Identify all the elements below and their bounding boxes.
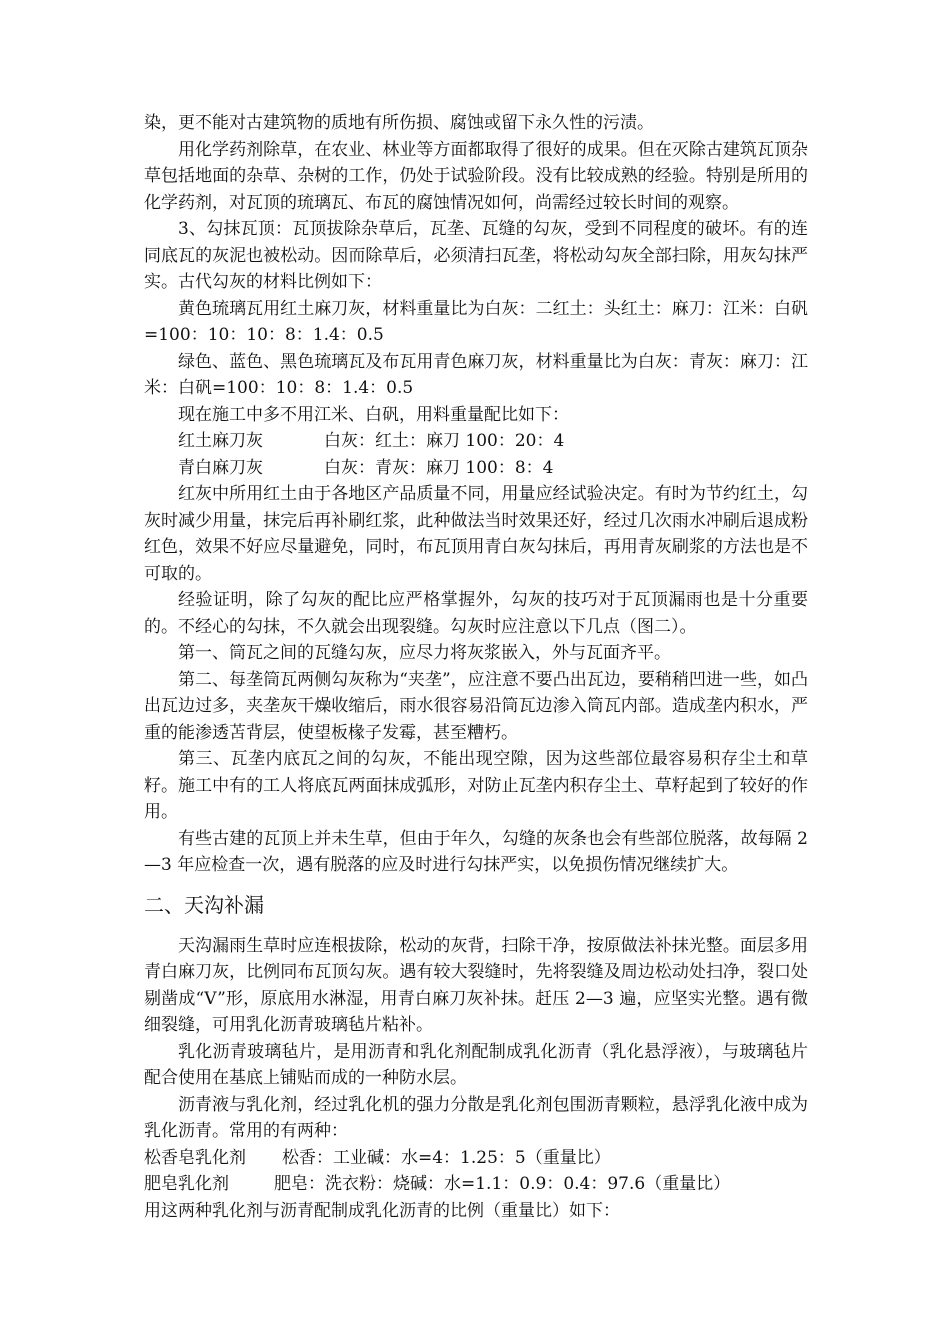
mix-row: [144, 428, 808, 455]
emulsifier-name: 松香皂乳化剂: [144, 1147, 246, 1168]
paragraph: 3、勾抹瓦顶：瓦顶拔除杂草后，瓦垄、瓦缝的勾灰，受到不同程度的破坏。有的连同底瓦的灰泥也被松动。因而除草后，必须清扫瓦垄，将松动勾灰全部扫除，用灰勾抹严实。古代勾灰的材料比例如下：: [144, 219, 808, 292]
emulsifier-row: [144, 1171, 808, 1198]
paragraph: 天沟漏雨生草时应连根拔除，松动的灰背，扫除干净，按原做法补抹光整。面层多用青白麻刀灰，比例同布瓦顶勾灰。遇有较大裂缝时，先将裂缝及周边松动处扫净，裂口处剔凿成“V”形，原底用水淋湿，用青白麻刀灰补抹。赶压 2—3 遍，应坚实光整。遇有微细裂缝，可用乳化沥青玻璃毡片粘补。: [144, 935, 808, 1035]
mix-name: 红土麻刀灰: [178, 431, 263, 451]
emulsifier-name: 肥皂乳化剂: [144, 1174, 229, 1194]
paragraph: 用化学药剂除草，在农业、林业等方面都取得了很好的成果。但在灭除古建筑瓦顶杂草包括地面的杂草、杂树的工作，仍处于试验阶段。没有比较成熟的经验。特别是所用的化学药剂，对瓦顶的琉璃瓦、布瓦的腐蚀情况如何，尚需经过较长时间的观察。: [144, 139, 808, 213]
paragraphs-middle: [144, 481, 808, 879]
paragraphs-before: [144, 110, 808, 428]
paragraph: 现在施工中多不用江米、白矾，用料重量配比如下：: [178, 404, 569, 425]
paragraph: 红灰中所用红土由于各地区产品质量不同，用量应经试验决定。有时为节约红土，勾灰时减少用量，抹完后再补刷红浆，此种做法当时效果还好，经过几次雨水冲刷后退成粉红色，效果不好应尽量避免，同时，布瓦顶用青白灰勾抹后，再用青灰刷浆的方法也是不可取的。: [144, 484, 808, 584]
emulsifier-formula: 松香：工业碱：水=4：1.25：5（重量比）: [282, 1147, 611, 1168]
paragraph: 有些古建的瓦顶上并未生草，但由于年久，勾缝的灰条也会有些部位脱落，故每隔 2—3 年应检查一次，遇有脱落的应及时进行勾抹严实，以免损伤情况继续扩大。: [144, 828, 808, 875]
mix-formula: 白灰：红土：麻刀 100：20：4: [324, 431, 565, 451]
emulsifier-formula: 肥皂：洗衣粉：烧碱：水=1.1：0.9：0.4：97.6（重量比）: [274, 1174, 731, 1194]
paragraphs-after: [144, 933, 808, 1145]
modern-mix-list: [144, 428, 808, 481]
paragraph: 绿色、蓝色、黑色琉璃瓦及布瓦用青色麻刀灰，材料重量比为白灰：青灰：麻刀：江米：白矾=100：10：8：1.4：0.5: [144, 351, 808, 398]
paragraph: 第一、筒瓦之间的瓦缝勾灰，应尽力将灰浆嵌入，外与瓦面齐平。: [178, 643, 671, 663]
emulsifier-list: [144, 1145, 808, 1198]
mix-name: 青白麻刀灰: [178, 457, 263, 478]
paragraph: 沥青液与乳化剂，经过乳化机的强力分散是乳化剂包围沥青颗粒，悬浮乳化液中成为乳化沥青。常用的有两种：: [144, 1094, 808, 1141]
document-page: [144, 110, 808, 1224]
paragraph: 第二、每垄筒瓦两侧勾灰称为“夹垄”，应注意不要凸出瓦边，要稍稍凹进一些，如凸出瓦边过多，夹垄灰干燥收缩后，雨水很容易沿筒瓦边渗入筒瓦内部。造成垄内积水，严重的能渗透苫背层，使望板椽子发霉，甚至糟朽。: [144, 669, 808, 743]
paragraph: 乳化沥青玻璃毡片，是用沥青和乳化剂配制成乳化沥青（乳化悬浮液），与玻璃毡片配合使用在基底上铺贴而成的一种防水层。: [144, 1041, 808, 1088]
paragraph: 黄色琉璃瓦用红土麻刀灰，材料重量比为白灰：二红土：头红土：麻刀：江米：白矾=100：10：10：8：1.4：0.5: [144, 298, 808, 345]
mix-row: [144, 455, 808, 482]
section-heading: 二、天沟补漏: [144, 892, 264, 917]
emulsifier-row: [144, 1145, 808, 1172]
paragraph: 第三、瓦垄内底瓦之间的勾灰，不能出现空隙，因为这些部位最容易积存尘土和草籽。施工中有的工人将底瓦两面抹成弧形，对防止瓦垄内积存尘土、草籽起到了较好的作用。: [144, 749, 808, 822]
paragraph: 经验证明，除了勾灰的配比应严格掌握外，勾灰的技巧对于瓦顶漏雨也是十分重要的。不经心的勾抹，不久就会出现裂缝。勾灰时应注意以下几点（图二）。: [144, 590, 808, 637]
closing-line: 用这两种乳化剂与沥青配制成乳化沥青的比例（重量比）如下：: [144, 1200, 620, 1221]
mix-formula: 白灰：青灰：麻刀 100：8：4: [324, 457, 554, 478]
paragraph: 染，更不能对古建筑物的质地有所伤损、腐蚀或留下永久性的污渍。: [144, 113, 654, 133]
